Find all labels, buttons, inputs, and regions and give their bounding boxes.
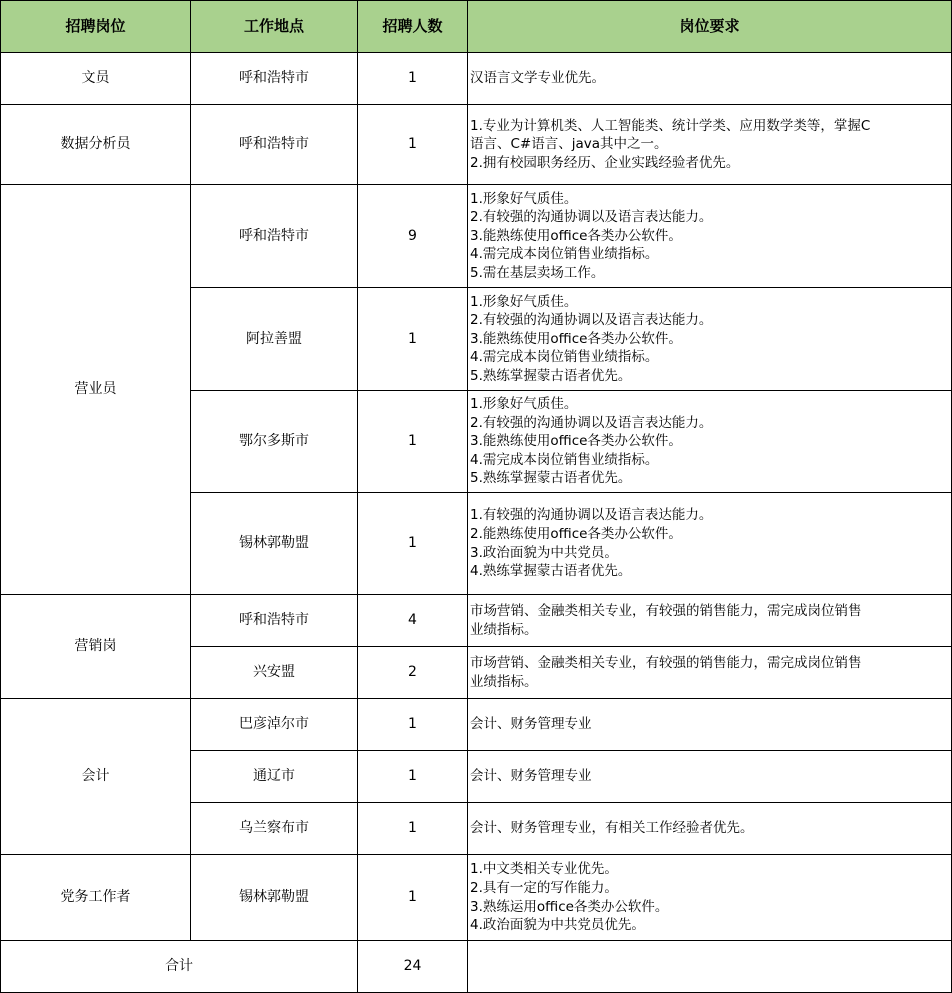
requirement-line: 汉语言文学专业优先。: [470, 70, 605, 87]
location-cell: 巴彦淖尔市: [191, 699, 358, 751]
requirement-line: 2.拥有校园职务经历、企业实践经验者优先。: [470, 154, 740, 171]
requirement-line: 4.政治面貌为中共党员优先。: [470, 917, 645, 934]
requirement-line: 2.有较强的沟通协调以及语言表达能力。: [470, 414, 713, 431]
position-cell: 营销岗: [1, 595, 191, 699]
location-cell: 呼和浩特市: [191, 105, 358, 185]
position-cell: 会计: [1, 699, 191, 855]
count-cell: 4: [358, 595, 468, 647]
requirement-line: 1.形象好气质佳。: [470, 396, 578, 413]
header-location: 工作地点: [191, 1, 358, 53]
count-cell: 1: [358, 751, 468, 803]
count-cell: 1: [358, 699, 468, 751]
location-cell: 呼和浩特市: [191, 53, 358, 105]
table-row: [1, 53, 952, 105]
requirement-line: 4.需完成本岗位销售业绩指标。: [470, 451, 659, 468]
requirements-cell: [468, 647, 952, 699]
requirements-cell: [468, 595, 952, 647]
requirement-line: 3.能熟练使用office各类办公软件。: [470, 330, 682, 347]
count-cell: 1: [358, 493, 468, 595]
requirement-line: 3.能熟练使用office各类办公软件。: [470, 227, 682, 244]
count-cell: 1: [358, 288, 468, 391]
requirement-line: 1.中文类相关专业优先。: [470, 861, 618, 878]
count-cell: 1: [358, 803, 468, 855]
count-cell: 1: [358, 105, 468, 185]
total-count: 24: [358, 941, 468, 993]
requirements-cell: [468, 493, 952, 595]
table-row: [1, 699, 952, 751]
total-requirements: [468, 941, 952, 993]
requirement-line: 1.形象好气质佳。: [470, 190, 578, 207]
requirement-line: 会计、财务管理专业: [470, 716, 592, 733]
requirements-cell: [468, 288, 952, 391]
position-cell: 文员: [1, 53, 191, 105]
table-body: [1, 53, 952, 993]
requirement-line: 4.熟练掌握蒙古语者优先。: [470, 563, 632, 580]
header-position: 招聘岗位: [1, 1, 191, 53]
count-cell: 2: [358, 647, 468, 699]
location-cell: 乌兰察布市: [191, 803, 358, 855]
requirements-cell: [468, 105, 952, 185]
location-cell: 兴安盟: [191, 647, 358, 699]
requirement-line: 会计、财务管理专业，有相关工作经验者优先。: [470, 820, 754, 837]
requirement-line: 5.熟练掌握蒙古语者优先。: [470, 367, 632, 384]
requirements-cell: [468, 803, 952, 855]
count-cell: 1: [358, 391, 468, 493]
requirement-line: 1.有较强的沟通协调以及语言表达能力。: [470, 507, 713, 524]
count-cell: 1: [358, 855, 468, 941]
location-cell: 阿拉善盟: [191, 288, 358, 391]
count-cell: 9: [358, 185, 468, 288]
location-cell: 锡林郭勒盟: [191, 493, 358, 595]
requirements-cell: [468, 53, 952, 105]
header-count: 招聘人数: [358, 1, 468, 53]
position-cell: 数据分析员: [1, 105, 191, 185]
table-row: [1, 185, 952, 288]
location-cell: 通辽市: [191, 751, 358, 803]
requirement-line: 5.需在基层卖场工作。: [470, 264, 605, 281]
count-cell: 1: [358, 53, 468, 105]
location-cell: 呼和浩特市: [191, 185, 358, 288]
total-row: [1, 941, 952, 993]
location-cell: 鄂尔多斯市: [191, 391, 358, 493]
requirements-cell: [468, 699, 952, 751]
position-cell: 营业员: [1, 185, 191, 595]
requirements-cell: [468, 391, 952, 493]
requirement-line: 2.能熟练使用office各类办公软件。: [470, 525, 682, 542]
header-row: [1, 1, 952, 53]
requirement-line: 3.熟练运用office各类办公软件。: [470, 898, 669, 915]
table-row: [1, 855, 952, 941]
requirement-line: 1.形象好气质佳。: [470, 293, 578, 310]
requirement-line: 市场营销、金融类相关专业，有较强的销售能力，需完成岗位销售: [470, 654, 862, 671]
location-cell: 呼和浩特市: [191, 595, 358, 647]
requirement-line: 3.能熟练使用office各类办公软件。: [470, 433, 682, 450]
location-cell: 锡林郭勒盟: [191, 855, 358, 941]
requirement-line: 3.政治面貌为中共党员。: [470, 544, 618, 561]
requirements-cell: [468, 751, 952, 803]
requirement-line: 4.需完成本岗位销售业绩指标。: [470, 246, 659, 263]
requirement-line: 2.有较强的沟通协调以及语言表达能力。: [470, 312, 713, 329]
requirement-line: 1.专业为计算机类、人工智能类、统计学类、应用数学类等，掌握C: [470, 117, 871, 134]
header-requirements: 岗位要求: [468, 1, 952, 53]
requirement-line: 会计、财务管理专业: [470, 768, 592, 785]
requirements-cell: [468, 855, 952, 941]
requirement-line: 2.有较强的沟通协调以及语言表达能力。: [470, 209, 713, 226]
requirement-line: 业绩指标。: [470, 673, 538, 690]
requirement-line: 5.熟练掌握蒙古语者优先。: [470, 470, 632, 487]
position-cell: 党务工作者: [1, 855, 191, 941]
total-label: 合计: [1, 941, 358, 993]
requirement-line: 语言、C#语言、java其中之一。: [470, 136, 668, 153]
requirement-line: 2.具有一定的写作能力。: [470, 879, 618, 896]
table-row: [1, 595, 952, 647]
table-row: [1, 105, 952, 185]
table-header: [1, 1, 952, 53]
requirement-line: 业绩指标。: [470, 621, 538, 638]
requirements-cell: [468, 185, 952, 288]
requirement-line: 4.需完成本岗位销售业绩指标。: [470, 349, 659, 366]
requirement-line: 市场营销、金融类相关专业，有较强的销售能力，需完成岗位销售: [470, 602, 862, 619]
